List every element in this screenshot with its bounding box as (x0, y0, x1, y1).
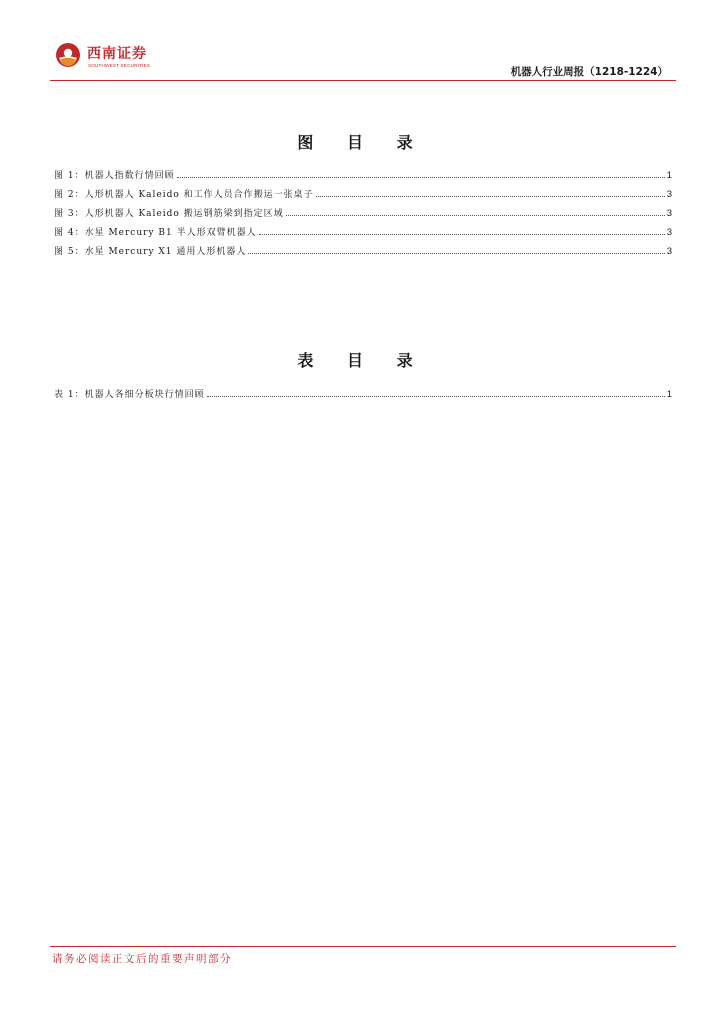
figure-toc-entry[interactable] (54, 206, 672, 225)
dot-leader (177, 177, 665, 178)
table-toc-heading: 表 目 录 (297, 351, 427, 370)
toc-entry-label: 图 4： (54, 228, 85, 238)
report-title: 机器人行业周报（1218-1224） (510, 66, 668, 78)
footer-divider (50, 946, 676, 947)
toc-entry-title: 机器人指数行情回顾 (84, 171, 175, 181)
company-logo (55, 42, 175, 74)
toc-entry-page: 3 (666, 246, 672, 257)
toc-entry-title: 人形机器人 Kaleido 和工作人员合作搬运一张桌子 (84, 190, 314, 200)
figure-toc-entry[interactable] (54, 187, 672, 206)
figure-toc-entry[interactable] (54, 168, 672, 187)
toc-entry-title: 水星 Mercury B1 半人形双臂机器人 (84, 228, 257, 238)
figure-toc-entry[interactable] (54, 225, 672, 244)
figure-toc-entry[interactable] (54, 244, 672, 263)
figure-toc-heading: 图 目 录 (297, 133, 427, 152)
table-toc-list (54, 387, 672, 406)
logo-chinese-text: 西南证券 (87, 46, 147, 62)
figure-toc-list (54, 168, 672, 263)
toc-entry-label: 表 1： (54, 390, 85, 400)
table-toc-entry[interactable] (54, 387, 672, 406)
page-header (50, 40, 676, 82)
logo-sun-icon (55, 42, 81, 68)
dot-leader (286, 215, 665, 216)
dot-leader (316, 196, 665, 197)
toc-entry-page: 3 (666, 227, 672, 238)
toc-entry-label: 图 3： (54, 209, 85, 219)
header-divider (50, 80, 676, 81)
logo-english-text: SOUTHWEST SECURITIES (88, 63, 151, 68)
toc-entry-page: 3 (666, 189, 672, 200)
toc-entry-label: 图 1： (54, 171, 85, 181)
dot-leader (207, 396, 665, 397)
toc-entry-page: 1 (666, 170, 672, 181)
footer-disclaimer: 请务必阅读正文后的重要声明部分 (52, 953, 232, 965)
toc-entry-title: 水星 Mercury X1 通用人形机器人 (84, 247, 247, 257)
toc-entry-title: 人形机器人 Kaleido 搬运钢筋梁到指定区域 (84, 209, 284, 219)
toc-entry-label: 图 2： (54, 190, 85, 200)
dot-leader (248, 253, 664, 254)
toc-entry-title: 机器人各细分板块行情回顾 (84, 390, 205, 400)
dot-leader (259, 234, 665, 235)
toc-entry-label: 图 5： (54, 247, 85, 257)
toc-entry-page: 1 (666, 389, 672, 400)
toc-entry-page: 3 (666, 208, 672, 219)
